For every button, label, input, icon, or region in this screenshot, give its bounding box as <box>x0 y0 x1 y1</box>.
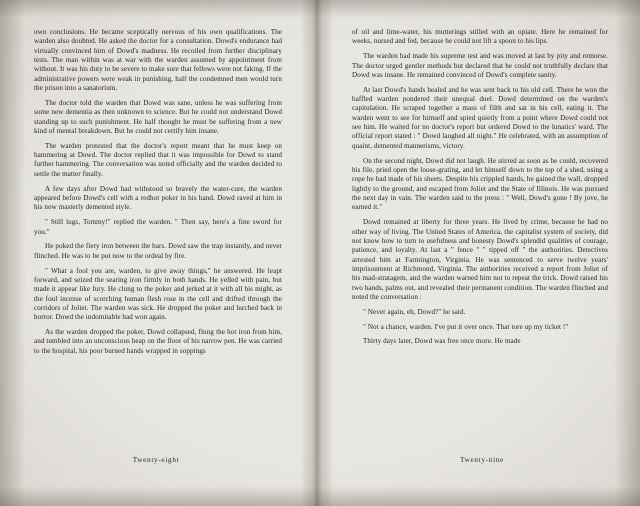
paragraph: of oil and lime-water, his mutterings stilled with an opiate. Here he remained for weeks, nursed and fed, because he could not lift a spoon to his lips. <box>352 28 608 46</box>
paragraph: The warden protested that the doctor's report meant that he must keep on hammering at Dowd. The doctor replied that it was impossible for Dowd to stand further hammering. The conversation was noted officially and the warden decided to settle the matter finally. <box>34 141 282 178</box>
left-page <box>0 0 312 506</box>
paragraph: Thirty days later, Dowd was free once more. He made <box>363 337 521 346</box>
page-number-left-label: Twenty-eight <box>132 456 180 464</box>
paragraph: The doctor told the warden that Dowd was sane, unless he was suffering from some new dementia as then unknown to science. But he could not understand Dowd standing up to such punishment. He half thought he must be suffering from a new kind of mental breakdown. But he could not certify him insane. <box>34 98 282 135</box>
page-number-left <box>0 456 312 464</box>
right-page-text <box>352 28 608 347</box>
paragraph: A few days after Dowd had withstood so bravely the water-cure, the warden appeared before Dowd's cell with a redhot poker in his hand. Dowd raved at him in his now masterly demented style. <box>34 184 282 212</box>
paragraph: own conclusions. He became sceptically nervous of his own qualifications. The warden also doubted. He asked the doctor for a consultation. Dowd's endurance had virtually convinced him of Dowd's madness. He recoiled from further disciplinary tests. The man within was at war with the warden assumed by appointment from without. It was his duty to be severe to make sure that fellows were not faking. If the administrative powers were weak in punishing, half the condemned men would turn the prison into a sanatorium. <box>34 28 282 93</box>
paragraph: " Not a chance, warden. I've put it over once. That tore up my ticket !" <box>363 322 569 331</box>
left-page-text <box>34 28 282 356</box>
paragraph: " Still lugs, Tommy!" replied the warden. " Then say, here's a fine sword for you." <box>34 218 282 236</box>
paragraph: " What a fool you are, warden, to give away things," he answered. He leapt forward, and seized the searing iron firmly in both hands. He yelled with pain, but made it appear like fury. He clung to the poker and jerked at it with all his might, as the foul incense of scorching human flesh rose in the cell and drifted through the corridors of Joliet. The warden was sick. He dropped the poker and lurched back in horror. Dowd the indomitable had won again. <box>34 266 282 322</box>
page-number-right-label: Twenty-nine <box>460 456 504 464</box>
page-number-right <box>324 456 640 464</box>
paragraph: Dowd remained at liberty for three years. He lived by crime, because he had no other way of living. The United States of America, the capitalist system of society, did not know how to turn to usefulness and honesty Dowd's splendid qualities of courage, patience, and loyalty. At last a " fence " " tipped off " the authorities. Detectives arrested him at Farmington, Virginia. He was sentenced to serve twelve years' imprisonment at Richmond, Virginia. The authorities received a report from Joliet of his mad-stratagem, and the warden warned him not to repeat the trick. Dowd raised his two hands, palms out, and revealed their permanent condition. The warden flinched and noted the conversation : <box>352 218 608 301</box>
paragraph: He poked the fiery iron between the bars. Dowd saw the trap instantly, and never flinched. He was to be put now to the ordeal by fire. <box>34 242 282 260</box>
paragraph: " Never again, eh, Dowd?" he said. <box>363 307 466 316</box>
paragraph: On the second night, Dowd did not laugh. He stirred as soon as he could, recovered his file, pried open the loose-grating, and let himself down to the top of a shed, using a rope he had made of his sheets. Despite his crippled hands, he gained the wall, dropped lightly to the ground, and escaped from Joliet and the State of Illinois. He was pursued the next day in vain. The warden said to the press : " Well, Dowd's gone ! By jove, he earned it." <box>352 156 608 212</box>
right-page <box>324 0 640 506</box>
paragraph: The warden had made his supreme test and was moved at last by pity and remorse. The doctor urged gentler methods but declared that he could not truthfully declare that Dowd was insane. He remained convinced of Dowd's complete sanity. <box>352 52 608 79</box>
paragraph: As the warden dropped the poker, Dowd collapsed, flung the hot iron from him, and tumbled into an unconscious heap on the floor of his narrow pen. He was carried to the hospital, his poor burned hands wrapped in soppings <box>34 328 282 355</box>
paragraph: At last Dowd's hands healed and he was sent back to his old cell. There he won the baffled warden pondered their unequal duel. Dowd determined on the warden's capitulation. He scraped together a mass of filth and sat in his cell, eating it. The warden went to see for himself and spied quietly from a point where Dowd could not see him. He waited for no doctor's report but ordered Dowd to the lunatics' ward. The official report stated : " Dowd laughed all night." He celebrated, with an assumption of quaint, demented mannerisms, victory. <box>352 85 608 150</box>
